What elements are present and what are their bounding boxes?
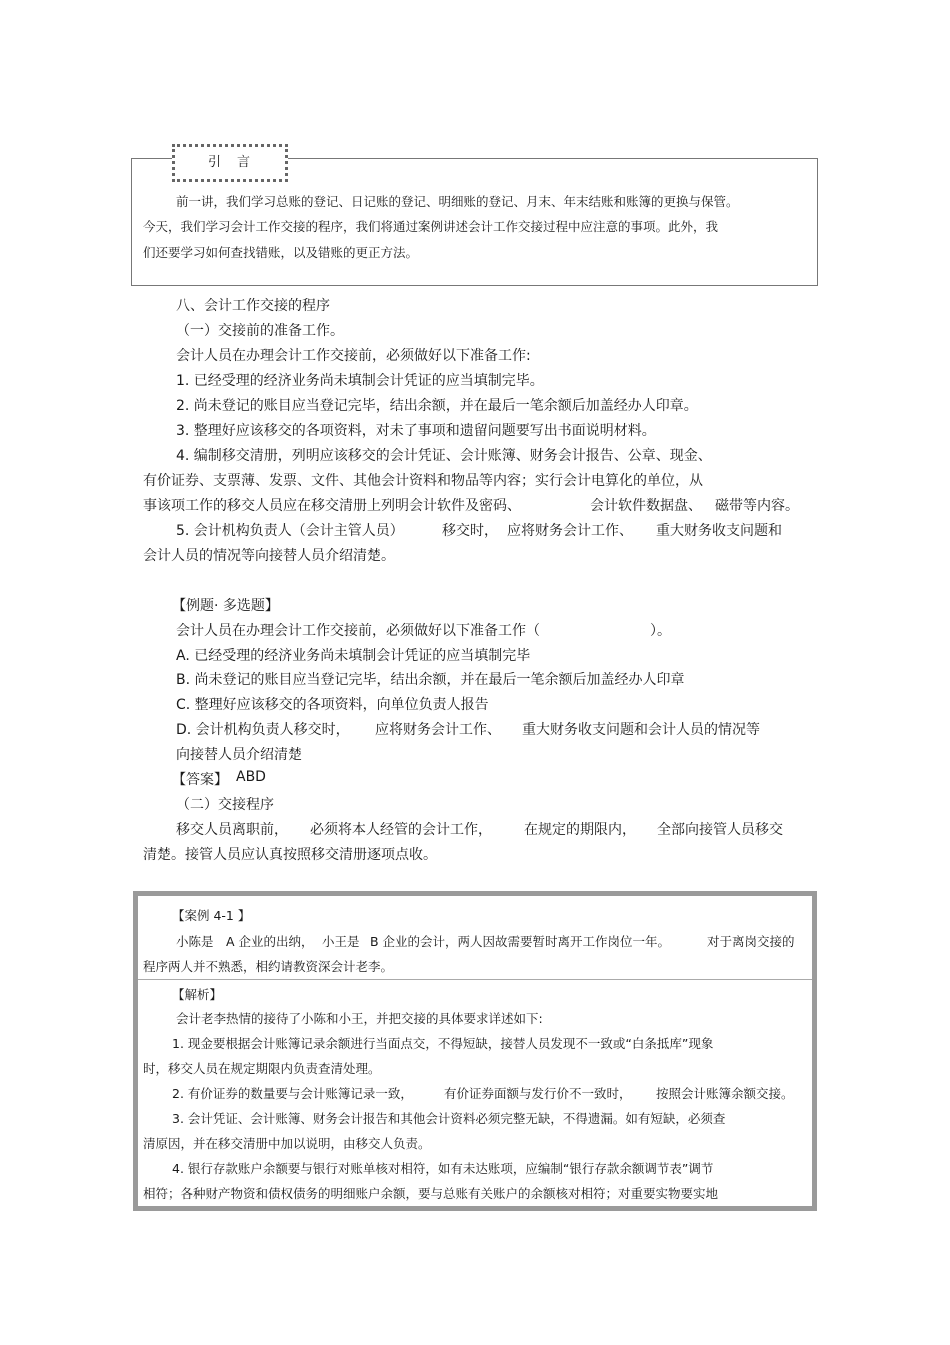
example-question-a: 会计人员在办理会计工作交接前，必须做好以下准备工作（	[176, 623, 540, 639]
example-title: 【例题· 多选题】	[172, 598, 279, 614]
answer-label: 【答案】	[172, 772, 228, 788]
intro-tab-label: 引言	[172, 144, 288, 182]
analysis-item-1-line-2: 时，移交人员在规定期限内负责查清处理。	[143, 1061, 381, 1076]
case-line-1e: 对于离岗交接的	[707, 934, 795, 949]
prep-item-5-line-2: 会计人员的情况等向接替人员介绍清楚。	[143, 548, 395, 564]
analysis-item-4-line-2: 相符；各种财产物资和债权债务的明细账户余额，要与总账有关账户的余额核对相符；对重要实物要实地	[143, 1186, 719, 1201]
analysis-item-2-b: 有价证券面额与发行价不一致时，	[444, 1086, 632, 1101]
prep-item-2: 2. 尚未登记的账目应当登记完毕，结出余额，并在最后一笔余额后加盖经办人印章。	[176, 398, 698, 414]
answer-value: ABD	[236, 769, 266, 785]
prep-item-4-line-3b: 会计软件数据盘、	[590, 498, 702, 514]
subsection-2-title: （二）交接程序	[176, 797, 274, 813]
case-title: 【案例 4-1 】	[172, 908, 251, 923]
analysis-intro: 会计老李热情的接待了小陈和小王，并把交接的具体要求详述如下:	[176, 1011, 543, 1026]
example-option-d-c: 重大财务收支问题和会计人员的情况等	[522, 722, 760, 738]
prep-item-3: 3. 整理好应该移交的各项资料，对未了事项和遗留问题要写出书面说明材料。	[176, 423, 656, 439]
prep-item-4-line-3c: 磁带等内容。	[715, 498, 799, 514]
example-option-d-b: 应将财务会计工作、	[375, 722, 501, 738]
analysis-item-2-c: 按照会计账簿余额交接。	[656, 1086, 794, 1101]
example-option-d-a: D. 会计机构负责人移交时，	[176, 722, 350, 738]
analysis-item-3-line-2: 清原因，并在移交清册中加以说明，由移交人负责。	[143, 1136, 431, 1151]
case-line-1d: B 企业的会计，两人因故需要暂时离开工作岗位一年。	[370, 934, 671, 949]
procedure-line-1c: 在规定的期限内，	[524, 822, 636, 838]
case-divider	[138, 979, 812, 980]
example-option-c: C. 整理好应该移交的各项资料，向单位负责人报告	[176, 697, 489, 713]
subsection-1-title: （一）交接前的准备工作。	[176, 323, 344, 339]
example-option-a: A. 已经受理的经济业务尚未填制会计凭证的应当填制完毕	[176, 648, 531, 664]
procedure-line-1d: 全部向接管人员移交	[657, 822, 783, 838]
prep-item-5-part-b: 移交时，	[442, 523, 498, 539]
intro-line-1: 前一讲，我们学习总账的登记、日记账的登记、明细账的登记、月末、年末结账和账簿的更换与保管。	[176, 194, 739, 209]
case-line-1a: 小陈是	[176, 934, 214, 949]
case-line-1b: A 企业的出纳，	[226, 934, 314, 949]
analysis-title: 【解析】	[172, 987, 223, 1002]
intro-line-2: 今天，我们学习会计工作交接的程序，我们将通过案例讲述会计工作交接过程中应注意的事项。此外，我	[143, 219, 719, 234]
prep-item-4-line-3a: 事该项工作的移交人员应在移交清册上列明会计软件及密码、	[143, 498, 521, 514]
example-option-d-line-2: 向接替人员介绍清楚	[176, 747, 302, 763]
prep-item-5-part-a: 5. 会计机构负责人（会计主管人员）	[176, 523, 404, 539]
case-line-1c: 小王是	[322, 934, 360, 949]
analysis-item-1-line-1: 1. 现金要根据会计账簿记录余额进行当面点交，不得短缺，接替人员发现不一致或“白条抵库”现象	[172, 1036, 714, 1051]
example-option-b: B. 尚未登记的账目应当登记完毕，结出余额，并在最后一笔余额后加盖经办人印章	[176, 672, 685, 688]
procedure-line-1a: 移交人员离职前，	[176, 822, 288, 838]
prep-item-4-line-2: 有价证券、支票薄、发票、文件、其他会计资料和物品等内容；实行会计电算化的单位，从	[143, 473, 703, 489]
analysis-item-3-line-1: 3. 会计凭证、会计账簿、财务会计报告和其他会计资料必须完整无缺，不得遗漏。如有短缺，必须查	[172, 1111, 726, 1126]
analysis-item-4-line-1: 4. 银行存款账户余额要与银行对账单核对相符，如有未达账项，应编制“银行存款余额调节表”调节	[172, 1161, 714, 1176]
example-question-b: ）。	[650, 623, 671, 639]
procedure-line-1b: 必须将本人经管的会计工作，	[310, 822, 492, 838]
prep-intro: 会计人员在办理会计工作交接前，必须做好以下准备工作:	[176, 348, 531, 364]
section-heading: 八、会计工作交接的程序	[176, 298, 330, 314]
prep-item-4-line-1: 4. 编制移交清册，列明应该移交的会计凭证、会计账簿、财务会计报告、公章、现金、	[176, 448, 712, 464]
procedure-line-2: 清楚。接管人员应认真按照移交清册逐项点收。	[143, 847, 437, 863]
analysis-item-2-a: 2. 有价证券的数量要与会计账簿记录一致，	[172, 1086, 413, 1101]
intro-line-3: 们还要学习如何查找错账，以及错账的更正方法。	[143, 245, 419, 260]
prep-item-1: 1. 已经受理的经济业务尚未填制会计凭证的应当填制完毕。	[176, 373, 544, 389]
case-line-2: 程序两人并不熟悉，相约请教资深会计老李。	[143, 959, 394, 974]
prep-item-5-part-c: 应将财务会计工作、	[507, 523, 633, 539]
prep-item-5-part-d: 重大财务收支问题和	[656, 523, 782, 539]
